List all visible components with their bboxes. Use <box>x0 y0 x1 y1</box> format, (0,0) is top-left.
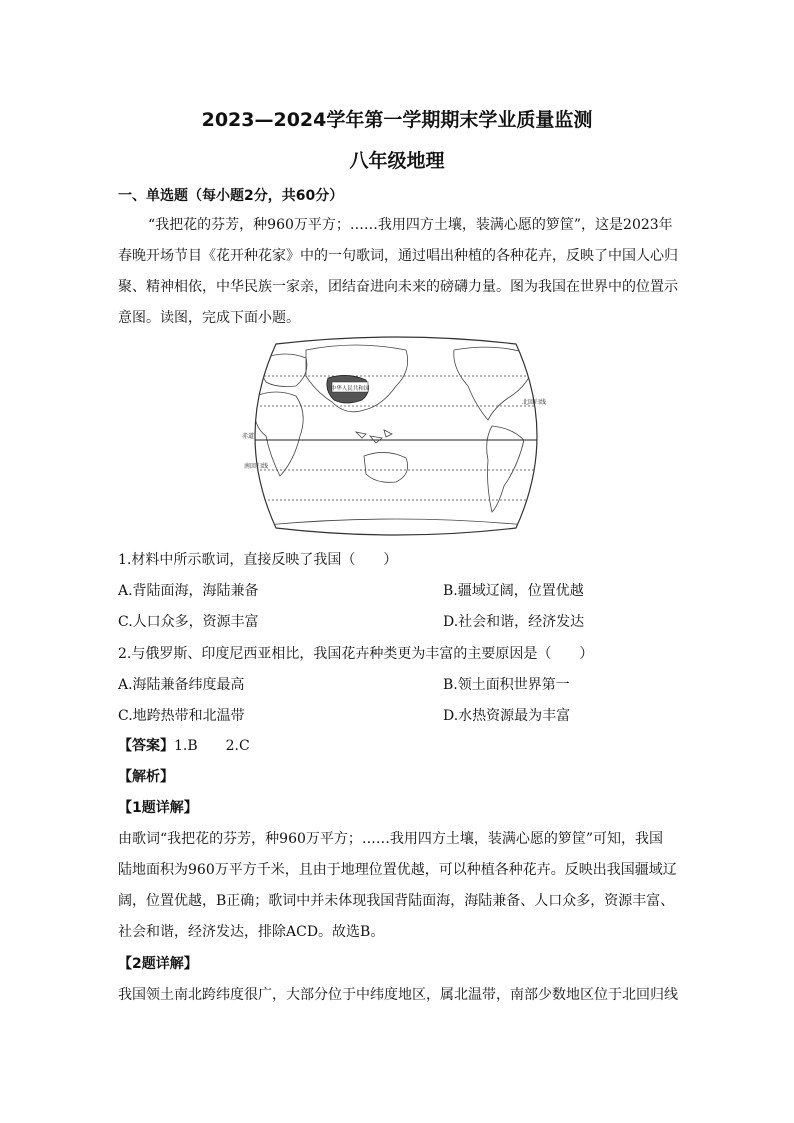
question-1-stem: 1.材料中所示歌词，直接反映了我国（ ） <box>118 552 398 568</box>
detail-1-line: 陆地面积为960万平方千米，且由于地理位置优越，可以种植各种花卉。反映出我国疆域辽 <box>118 862 677 878</box>
intro-line: 聚、精神相依，中华民族一家亲，团结奋进向未来的磅礴力量。图为我国在世界中的位置示 <box>118 279 678 295</box>
answer-text: 1.B 2.C <box>174 738 250 754</box>
equator-label: 赤道 <box>242 433 255 440</box>
question-2-option-a: A.海陆兼备纬度最高 <box>118 677 245 693</box>
answer-label: 【答案】 <box>118 738 174 754</box>
section-heading: 一、单选题（每小题2分，共60分） <box>118 188 344 204</box>
intro-line: “我把花的芬芳，种960万平方；……我用四方土壤，装满心愿的箩筐”，这是2023年 <box>148 217 673 233</box>
world-map-figure <box>236 336 556 536</box>
question-1-option-d: D.社会和谐，经济发达 <box>443 614 585 630</box>
analysis-label: 【解析】 <box>118 769 174 785</box>
question-1-option-b: B.疆域辽阔，位置优越 <box>443 583 584 599</box>
question-1-option-a: A.背陆面海，海陆兼备 <box>118 583 259 599</box>
question-1-option-c: C.人口众多，资源丰富 <box>118 614 259 630</box>
intro-line: 春晚开场节目《花开种花家》中的一句歌词，通过唱出种植的各种花卉，反映了中国人心归 <box>118 248 678 264</box>
detail-2-line: 我国领土南北跨纬度很广，大部分位于中纬度地区，属北温带，南部少数地区位于北回归线 <box>118 987 678 1003</box>
tropic-cancer-label: 北回归线 <box>522 399 547 406</box>
detail-1-line: 社会和谐，经济发达，排除ACD。故选B。 <box>118 924 385 940</box>
china-label: 中华人民共和国 <box>330 386 370 392</box>
question-2-option-b: B.领土面积世界第一 <box>443 677 570 693</box>
tropic-capricorn-label: 南回归线 <box>244 463 269 470</box>
detail-2-label: 【2题详解】 <box>118 956 198 972</box>
map-outline <box>255 337 537 535</box>
page-title: 2023—2024学年第一学期期末学业质量监测 <box>201 109 593 131</box>
page-subtitle: 八年级地理 <box>349 150 445 172</box>
question-2-option-c: C.地跨热带和北温带 <box>118 708 245 724</box>
intro-line: 意图。读图，完成下面小题。 <box>118 310 300 326</box>
detail-1-line: 由歌词“我把花的芬芳，种960万平方；……我用四方土壤，装满心愿的箩筐”可知，我国 <box>118 831 664 847</box>
detail-1-label: 【1题详解】 <box>118 800 198 816</box>
question-2-option-d: D.水热资源最为丰富 <box>443 708 571 724</box>
question-2-stem: 2.与俄罗斯、印度尼西亚相比，我国花卉种类更为丰富的主要原因是（ ） <box>118 646 594 662</box>
detail-1-line: 阔，位置优越，B正确；歌词中并未体现我国背陆面海，海陆兼备、人口众多，资源丰富、 <box>118 893 675 909</box>
answer-row <box>118 736 250 756</box>
